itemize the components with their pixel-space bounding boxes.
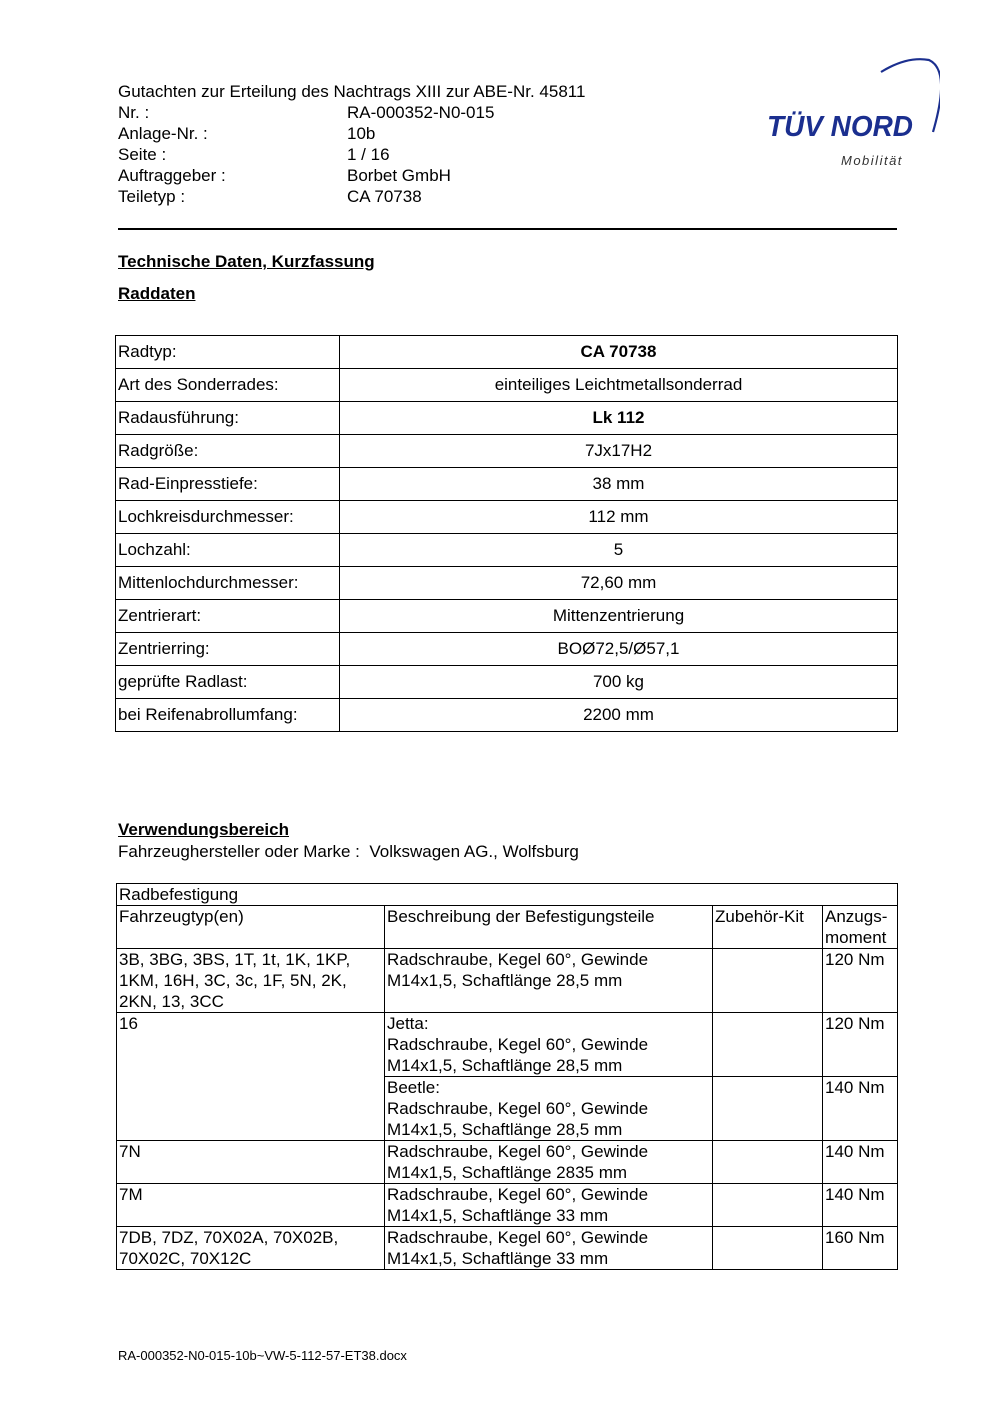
wheel-param-value: 7Jx17H2 — [340, 435, 898, 468]
section-wheel-heading: Raddaten — [118, 284, 196, 303]
table-row — [116, 666, 898, 699]
wheel-data-table — [115, 335, 898, 732]
column-header-kit: Zubehör-Kit — [713, 906, 823, 949]
table-row — [117, 1227, 898, 1270]
header-value: 10b — [347, 124, 376, 143]
table-row — [116, 435, 898, 468]
cell-description: Radschraube, Kegel 60°, Gewinde M14x1,5, Schaftlänge 33 mm — [385, 1227, 713, 1270]
cell-description: Radschraube, Kegel 60°, Gewinde M14x1,5, Schaftlänge 28,5 mm — [385, 949, 713, 1013]
header-value: Borbet GmbH — [347, 166, 451, 185]
header-label: Seite : — [118, 145, 167, 164]
header-row-anlage — [118, 123, 585, 144]
cell-torque: 120 Nm — [823, 1013, 898, 1077]
wheel-param-value: 700 kg — [340, 666, 898, 699]
table-row — [116, 468, 898, 501]
wheel-param-label: Radtyp: — [116, 336, 340, 369]
wheel-param-label: geprüfte Radlast: — [116, 666, 340, 699]
header-label: Auftraggeber : — [118, 166, 226, 185]
table-row — [117, 1141, 898, 1184]
section-technical-heading: Technische Daten, Kurzfassung — [118, 252, 375, 271]
wheel-param-value: einteiliges Leichtmetallsonderrad — [340, 369, 898, 402]
cell-kit — [713, 1013, 823, 1077]
wheel-param-value: Mittenzentrierung — [340, 600, 898, 633]
table-row — [116, 369, 898, 402]
table-row — [116, 699, 898, 732]
document-header — [118, 81, 585, 207]
wheel-param-label: Zentrierart: — [116, 600, 340, 633]
wheel-param-label: Lochzahl: — [116, 534, 340, 567]
cell-kit — [713, 1184, 823, 1227]
cell-type: 3B, 3BG, 3BS, 1T, 1t, 1K, 1KP, 1KM, 16H, 3C, 3c, 1F, 5N, 2K, 2KN, 13, 3CC — [117, 949, 385, 1013]
manufacturer-value: Volkswagen AG., Wolfsburg — [369, 842, 579, 861]
header-row-teiletyp — [118, 186, 585, 207]
wheel-param-label: Art des Sonderrades: — [116, 369, 340, 402]
manufacturer-line — [118, 842, 579, 862]
table-row — [117, 1184, 898, 1227]
cell-kit — [713, 1227, 823, 1270]
header-row-auftraggeber — [118, 165, 585, 186]
footer-filename: RA-000352-N0-015-10b~VW-5-112-57-ET38.docx — [118, 1348, 407, 1363]
wheel-param-label: Zentrierring: — [116, 633, 340, 666]
cell-torque: 120 Nm — [823, 949, 898, 1013]
table-row — [116, 402, 898, 435]
cell-type: 7M — [117, 1184, 385, 1227]
header-row-nr — [118, 102, 585, 123]
table-row — [116, 633, 898, 666]
header-label: Nr. : — [118, 103, 150, 122]
wheel-param-value: BOØ72,5/Ø57,1 — [340, 633, 898, 666]
column-header-type: Fahrzeugtyp(en) — [117, 906, 385, 949]
cell-torque: 140 Nm — [823, 1141, 898, 1184]
wheel-param-value: 72,60 mm — [340, 567, 898, 600]
cell-kit — [713, 949, 823, 1013]
wheel-param-value: Lk 112 — [340, 402, 898, 435]
wheel-param-label: Mittenlochdurchmesser: — [116, 567, 340, 600]
tuv-nord-logo — [765, 58, 940, 170]
wheel-param-value: 112 mm — [340, 501, 898, 534]
table-caption-row — [117, 884, 898, 906]
wheel-param-value: 38 mm — [340, 468, 898, 501]
header-label: Anlage-Nr. : — [118, 124, 208, 143]
table-row — [116, 501, 898, 534]
wheel-param-value: 5 — [340, 534, 898, 567]
cell-kit — [713, 1141, 823, 1184]
cell-description: Jetta: Radschraube, Kegel 60°, Gewinde M14x1,5, Schaftlänge 28,5 mm — [385, 1013, 713, 1077]
header-value: CA 70738 — [347, 187, 422, 206]
header-value: 1 / 16 — [347, 145, 390, 164]
wheel-param-value: CA 70738 — [340, 336, 898, 369]
manufacturer-label: Fahrzeughersteller oder Marke : — [118, 842, 360, 861]
header-value: RA-000352-N0-015 — [347, 103, 495, 122]
wheel-param-value: 2200 mm — [340, 699, 898, 732]
cell-description: Radschraube, Kegel 60°, Gewinde M14x1,5, Schaftlänge 2835 mm — [385, 1141, 713, 1184]
table-row — [116, 336, 898, 369]
section-usage-heading: Verwendungsbereich — [118, 820, 289, 839]
wheel-param-label: Radausführung: — [116, 402, 340, 435]
table-row — [117, 949, 898, 1013]
table-row — [116, 600, 898, 633]
wheel-param-label: Radgröße: — [116, 435, 340, 468]
cell-torque: 140 Nm — [823, 1077, 898, 1141]
wheel-param-label: bei Reifenabrollumfang: — [116, 699, 340, 732]
cell-torque: 160 Nm — [823, 1227, 898, 1270]
document-title: Gutachten zur Erteilung des Nachtrags XIII zur ABE-Nr. 45811 — [118, 82, 586, 101]
table-header-row — [117, 906, 898, 949]
table-caption: Radbefestigung — [117, 884, 898, 906]
wheel-param-label: Rad-Einpresstiefe: — [116, 468, 340, 501]
table-row — [117, 1013, 898, 1077]
header-label: Teiletyp : — [118, 187, 186, 206]
logo-brand: TÜV NORD — [767, 111, 919, 143]
column-header-description: Beschreibung der Befestigungsteile — [385, 906, 713, 949]
cell-type: 16 — [117, 1013, 385, 1141]
fastening-table — [116, 883, 898, 1270]
wheel-param-label: Lochkreisdurchmesser: — [116, 501, 340, 534]
header-divider — [118, 228, 897, 230]
header-row-seite — [118, 144, 585, 165]
cell-kit — [713, 1077, 823, 1141]
logo-subtitle: Mobilität — [841, 153, 903, 168]
table-row — [116, 534, 898, 567]
cell-torque: 140 Nm — [823, 1184, 898, 1227]
table-row — [116, 567, 898, 600]
cell-type: 7N — [117, 1141, 385, 1184]
cell-type: 7DB, 7DZ, 70X02A, 70X02B, 70X02C, 70X12C — [117, 1227, 385, 1270]
column-header-torque: Anzugs-moment — [823, 906, 898, 949]
cell-description: Beetle: Radschraube, Kegel 60°, Gewinde M14x1,5, Schaftlänge 28,5 mm — [385, 1077, 713, 1141]
cell-description: Radschraube, Kegel 60°, Gewinde M14x1,5, Schaftlänge 33 mm — [385, 1184, 713, 1227]
